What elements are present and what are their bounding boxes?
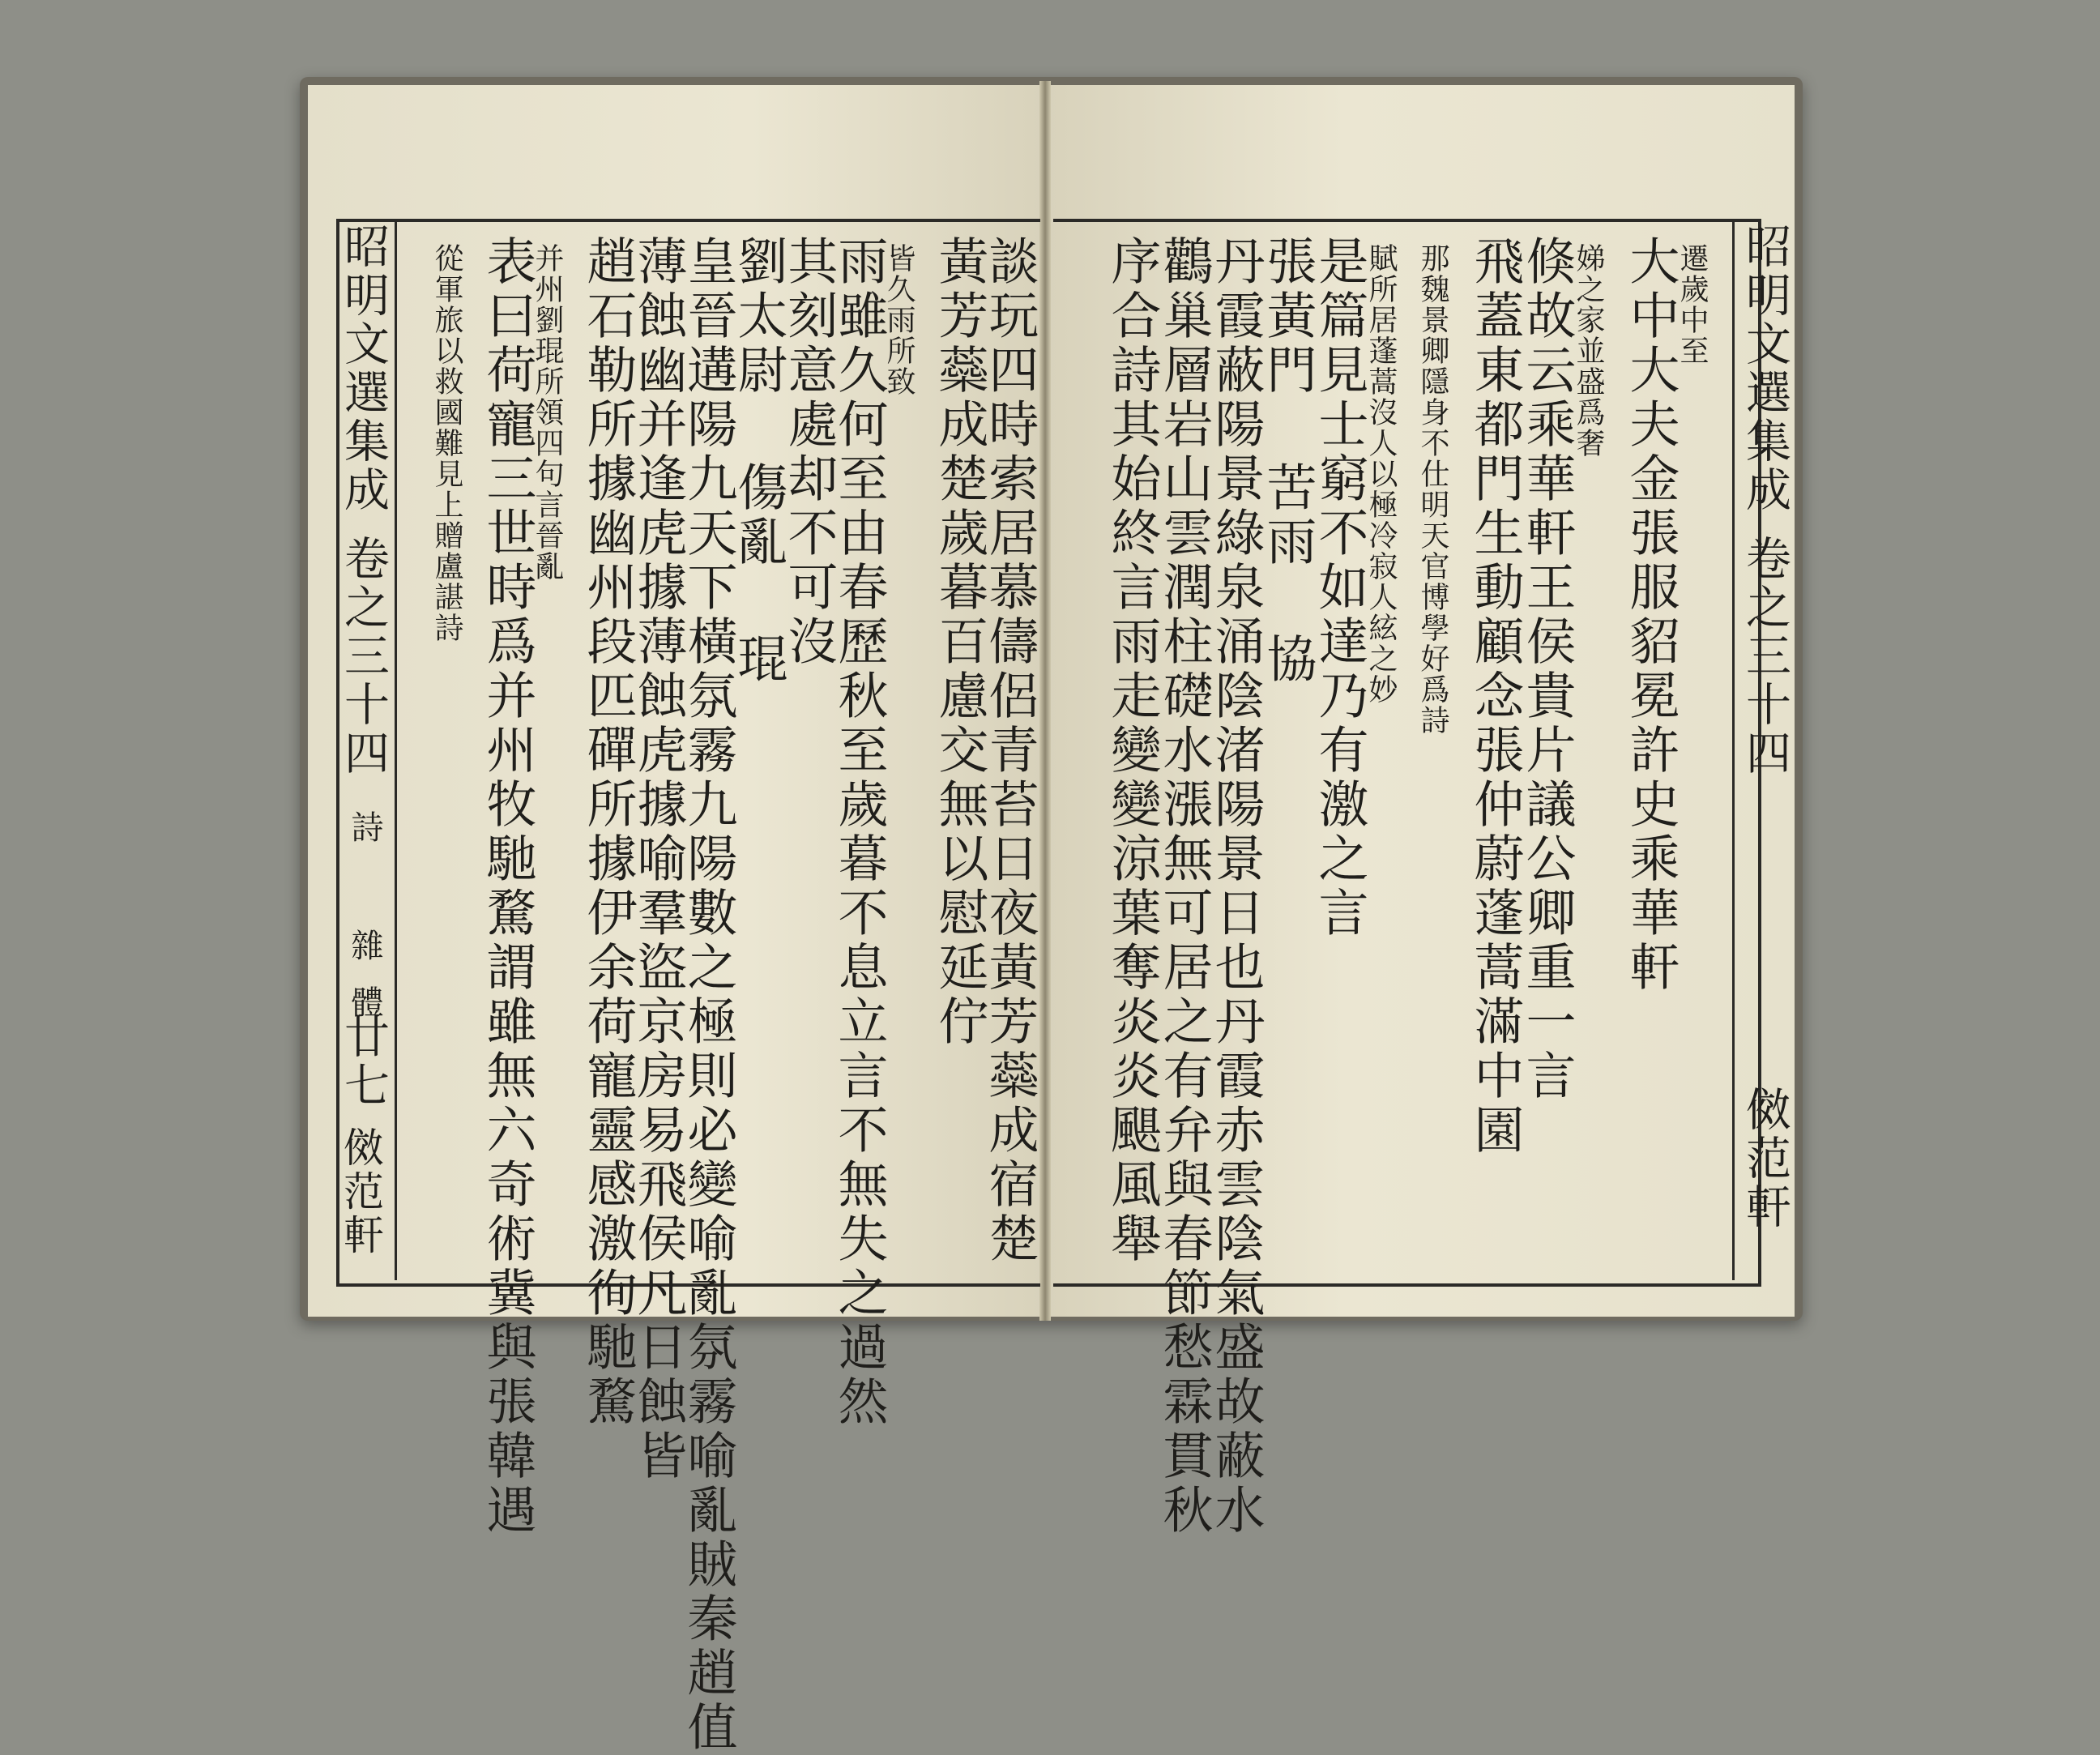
right-page-text-column: 是篇見士窮不如達乃有激之言	[1310, 235, 1369, 941]
left-page-text-column: 趙石勒所據幽州段匹磾所據伊余荷寵靈感激徇馳騖	[578, 235, 638, 1429]
left-page-text-column: 劉太尉 傷亂 琨	[729, 235, 788, 687]
left-margin-publisher: 傚范軒	[337, 1126, 384, 1258]
right-page-text-column: 飛蓋東都門生動顧念張仲蔚蓬蒿滿中園	[1466, 235, 1525, 1158]
left-margin-volume: 卷之三十四	[337, 535, 390, 778]
left-margin-genre: 詩 雜體	[346, 810, 383, 1042]
left-margin-title: 昭明文選集成	[337, 223, 390, 515]
right-page-text-column: 倏故云乘華軒王侯貴片議公卿重一言	[1517, 235, 1577, 1104]
left-page-text-column: 并州劉琨所領四句言晉亂	[531, 243, 564, 582]
right-margin-rule	[1732, 219, 1735, 1280]
right-page-text-column: 鸛巢層岩山雲潤柱礎水漲無可居之有弁與春節愁霖貫秋	[1155, 235, 1214, 1538]
right-page-text-column: 序合詩其始終言雨走變變涼葉奪炎炎颶風舉	[1103, 235, 1162, 1266]
left-page-text-column: 從軍旅以救國難見上贈盧諶詩	[430, 243, 463, 643]
left-page-text-column: 其刻意處却不可沒	[779, 235, 839, 669]
left-page-text-column: 皆久雨所致	[882, 243, 916, 397]
right-page-text-column: 張黃門 苦雨 協	[1258, 235, 1317, 687]
right-margin-title: 昭明文選集成	[1739, 223, 1791, 515]
right-margin-volume: 卷之三十四	[1739, 535, 1791, 778]
right-margin-publisher: 傚范軒	[1739, 1086, 1791, 1232]
book-gutter	[1039, 81, 1051, 1321]
left-page-text-column: 皇晉遘陽九天下橫氛霧九陽數之極則必變喻亂氛霧喻亂賊秦趙值	[679, 235, 738, 1755]
left-page-text-column: 談玩四時索居慕儔侶青苔日夜黃芳蘂成宿楚	[980, 235, 1039, 1266]
right-page-text-column: 丹霞蔽陽景綠泉涌陰渚陽景日也丹霞赤雲陰氣盛故蔽水	[1206, 235, 1266, 1538]
right-page-text-column: 遷歲中至	[1675, 243, 1709, 366]
left-page-text-column: 黃芳蘂成楚歲暮百慮交無以慰延佇	[930, 235, 989, 1049]
left-page-text-column: 雨雖久何至由春歷秋至歲暮不息立言不無失之過然	[830, 235, 889, 1429]
right-page-text-column: 娣之家並盛爲奢	[1572, 243, 1605, 459]
right-page-text-column: 大中大夫金張服貂冕許史乘華軒	[1621, 235, 1680, 995]
left-margin-page-number: 廿七	[337, 1013, 390, 1110]
right-page-text-column: 那魏景卿隱身不仕明天官博學好爲詩	[1416, 243, 1449, 736]
left-page-text-column: 薄蝕幽并逢虎據薄蝕虎據喻羣盜京房易飛侯凡日蝕皆	[629, 235, 688, 1484]
left-margin-rule	[395, 219, 397, 1280]
left-page-text-column: 表曰荷寵三世時爲并州牧馳騖謂雖無六奇術冀與張韓遇	[478, 235, 537, 1538]
right-page-text-column: 賦所居蓬蒿沒人以極冷寂人絃之妙	[1364, 243, 1398, 705]
